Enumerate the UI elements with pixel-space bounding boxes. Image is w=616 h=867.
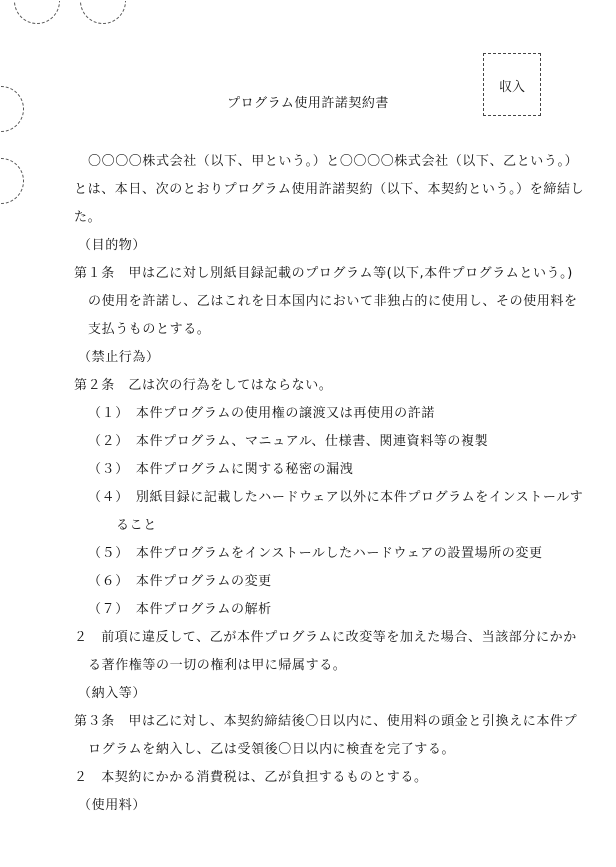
revenue-stamp-label: 収入 <box>498 80 525 95</box>
article-3-line: ログラムを納入し、乙は受領後〇日以内に検査を完了する。 <box>88 742 456 757</box>
article-1-line: 第１条 甲は乙に対し別紙目録記載のプログラム等(以下,本件プログラムという。) <box>74 266 573 281</box>
preamble-line: 〇〇〇〇株式会社（以下、甲という。）と〇〇〇〇株式会社（以下、乙という。） <box>88 154 579 169</box>
punch-hole-mark <box>0 158 24 204</box>
preamble-line: とは、本日、次のとおりプログラム使用許諾契約（以下、本契約という。）を締結し <box>74 182 585 197</box>
article-2-line: 第２条 乙は次の行為をしてはならない。 <box>74 378 333 393</box>
article-2-item: （５） 本件プログラムをインストールしたハードウェアの設置場所の変更 <box>88 546 543 561</box>
article-heading: （目的物） <box>78 238 147 253</box>
article-1-line: の使用を許諾し、乙はこれを日本国内において非独占的に使用し、その使用料を <box>88 294 578 309</box>
article-2-item: （４） 別紙目録に記載したハードウェア以外に本件プログラムをインストールす <box>88 490 584 505</box>
article-2-item: （２） 本件プログラム、マニュアル、仕様書、関連資料等の複製 <box>88 434 489 449</box>
article-2-item: （３） 本件プログラムに関する秘密の漏洩 <box>88 462 354 477</box>
article-2-item: （６） 本件プログラムの変更 <box>88 574 272 589</box>
preamble-line: た。 <box>74 210 102 225</box>
article-2-line: る著作権等の一切の権利は甲に帰属する。 <box>88 658 347 673</box>
article-heading: （納入等） <box>78 686 147 701</box>
article-2-item: （１） 本件プログラムの使用権の譲渡又は再使用の許諾 <box>88 406 435 421</box>
article-2-item: ること <box>116 518 157 533</box>
punch-hole-mark <box>14 0 60 24</box>
document-title: プログラム使用許諾契約書 <box>227 96 389 111</box>
article-heading: （禁止行為） <box>78 350 160 365</box>
article-2-item: （７） 本件プログラムの解析 <box>88 602 272 617</box>
article-3-line: ２ 本契約にかかる消費税は、乙が負担するものとする。 <box>74 770 428 785</box>
article-heading: （使用料） <box>78 798 147 813</box>
article-3-line: 第３条 甲は乙に対し、本契約締結後〇日以内に、使用料の頭金と引換えに本件プ <box>74 714 578 729</box>
article-1-line: 支払うものとする。 <box>88 322 211 337</box>
article-2-line: ２ 前項に違反して、乙が本件プログラムに改変等を加えた場合、当該部分にかか <box>74 630 577 645</box>
punch-hole-mark <box>80 0 126 24</box>
